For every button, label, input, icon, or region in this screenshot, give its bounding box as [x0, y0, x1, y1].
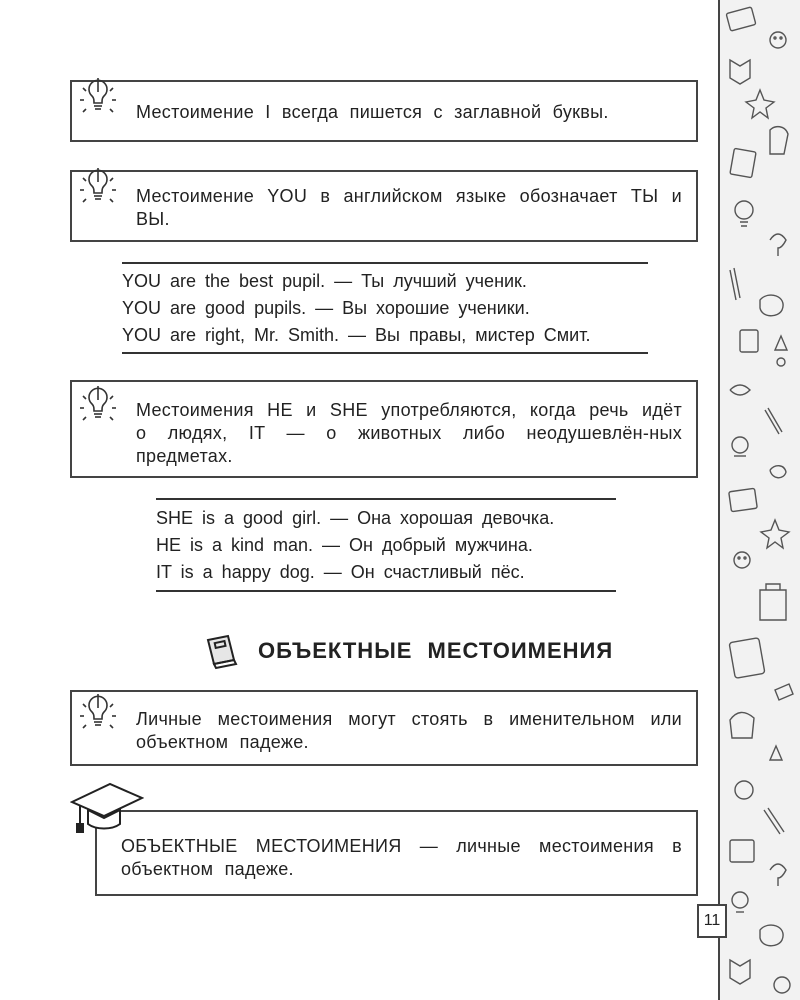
- lightbulb-icon: [78, 78, 118, 136]
- examples-you: [122, 262, 648, 354]
- example-line: HE is a kind man. — Он добрый мужчина.: [156, 535, 533, 555]
- lightbulb-icon: [78, 386, 118, 444]
- note-box-1: [70, 80, 698, 142]
- definition-text: ОБЪЕКТНЫЕ МЕСТОИМЕНИЯ — личные местоимения в объектном падеже.: [121, 836, 682, 879]
- example-line: YOU are the best pupil. — Ты лучший ученик.: [122, 271, 527, 291]
- note-text: Местоимение YOU в английском языке обозначает ТЫ и ВЫ.: [136, 186, 682, 229]
- note-text: Личные местоимения могут стоять в именительном или объектном падеже.: [136, 709, 682, 752]
- note-box-3: [70, 380, 698, 478]
- lightbulb-icon: [78, 168, 118, 226]
- graduation-cap-icon: [70, 780, 144, 836]
- section-heading: [200, 632, 614, 672]
- doodle-pattern: [726, 7, 793, 993]
- example-line: IT is a happy dog. — Он счастливый пёс.: [156, 562, 525, 582]
- note-box-2: [70, 170, 698, 242]
- examples-he-she: [156, 498, 616, 592]
- note-box-4: [70, 690, 698, 766]
- doodle-sidebar: [718, 0, 800, 1000]
- book-icon: [200, 632, 240, 672]
- example-line: YOU are good pupils. — Вы хорошие ученики.: [122, 298, 530, 318]
- section-title: ОБЪЕКТНЫЕ МЕСТОИМЕНИЯ: [258, 638, 614, 663]
- definition-box: [95, 810, 698, 896]
- lightbulb-icon: [78, 694, 118, 752]
- example-line: YOU are right, Mr. Smith. — Вы правы, мистер Смит.: [122, 325, 591, 345]
- example-line: SHE is a good girl. — Она хорошая девочка.: [156, 508, 555, 528]
- note-text: Местоимения HE и SHE употребляются, когда речь идёт о людях, IT — о животных либо неодушевлён-ных предметах.: [136, 400, 682, 466]
- page-number: 11: [697, 904, 727, 938]
- note-text: Местоимение I всегда пишется с заглавной буквы.: [136, 102, 609, 122]
